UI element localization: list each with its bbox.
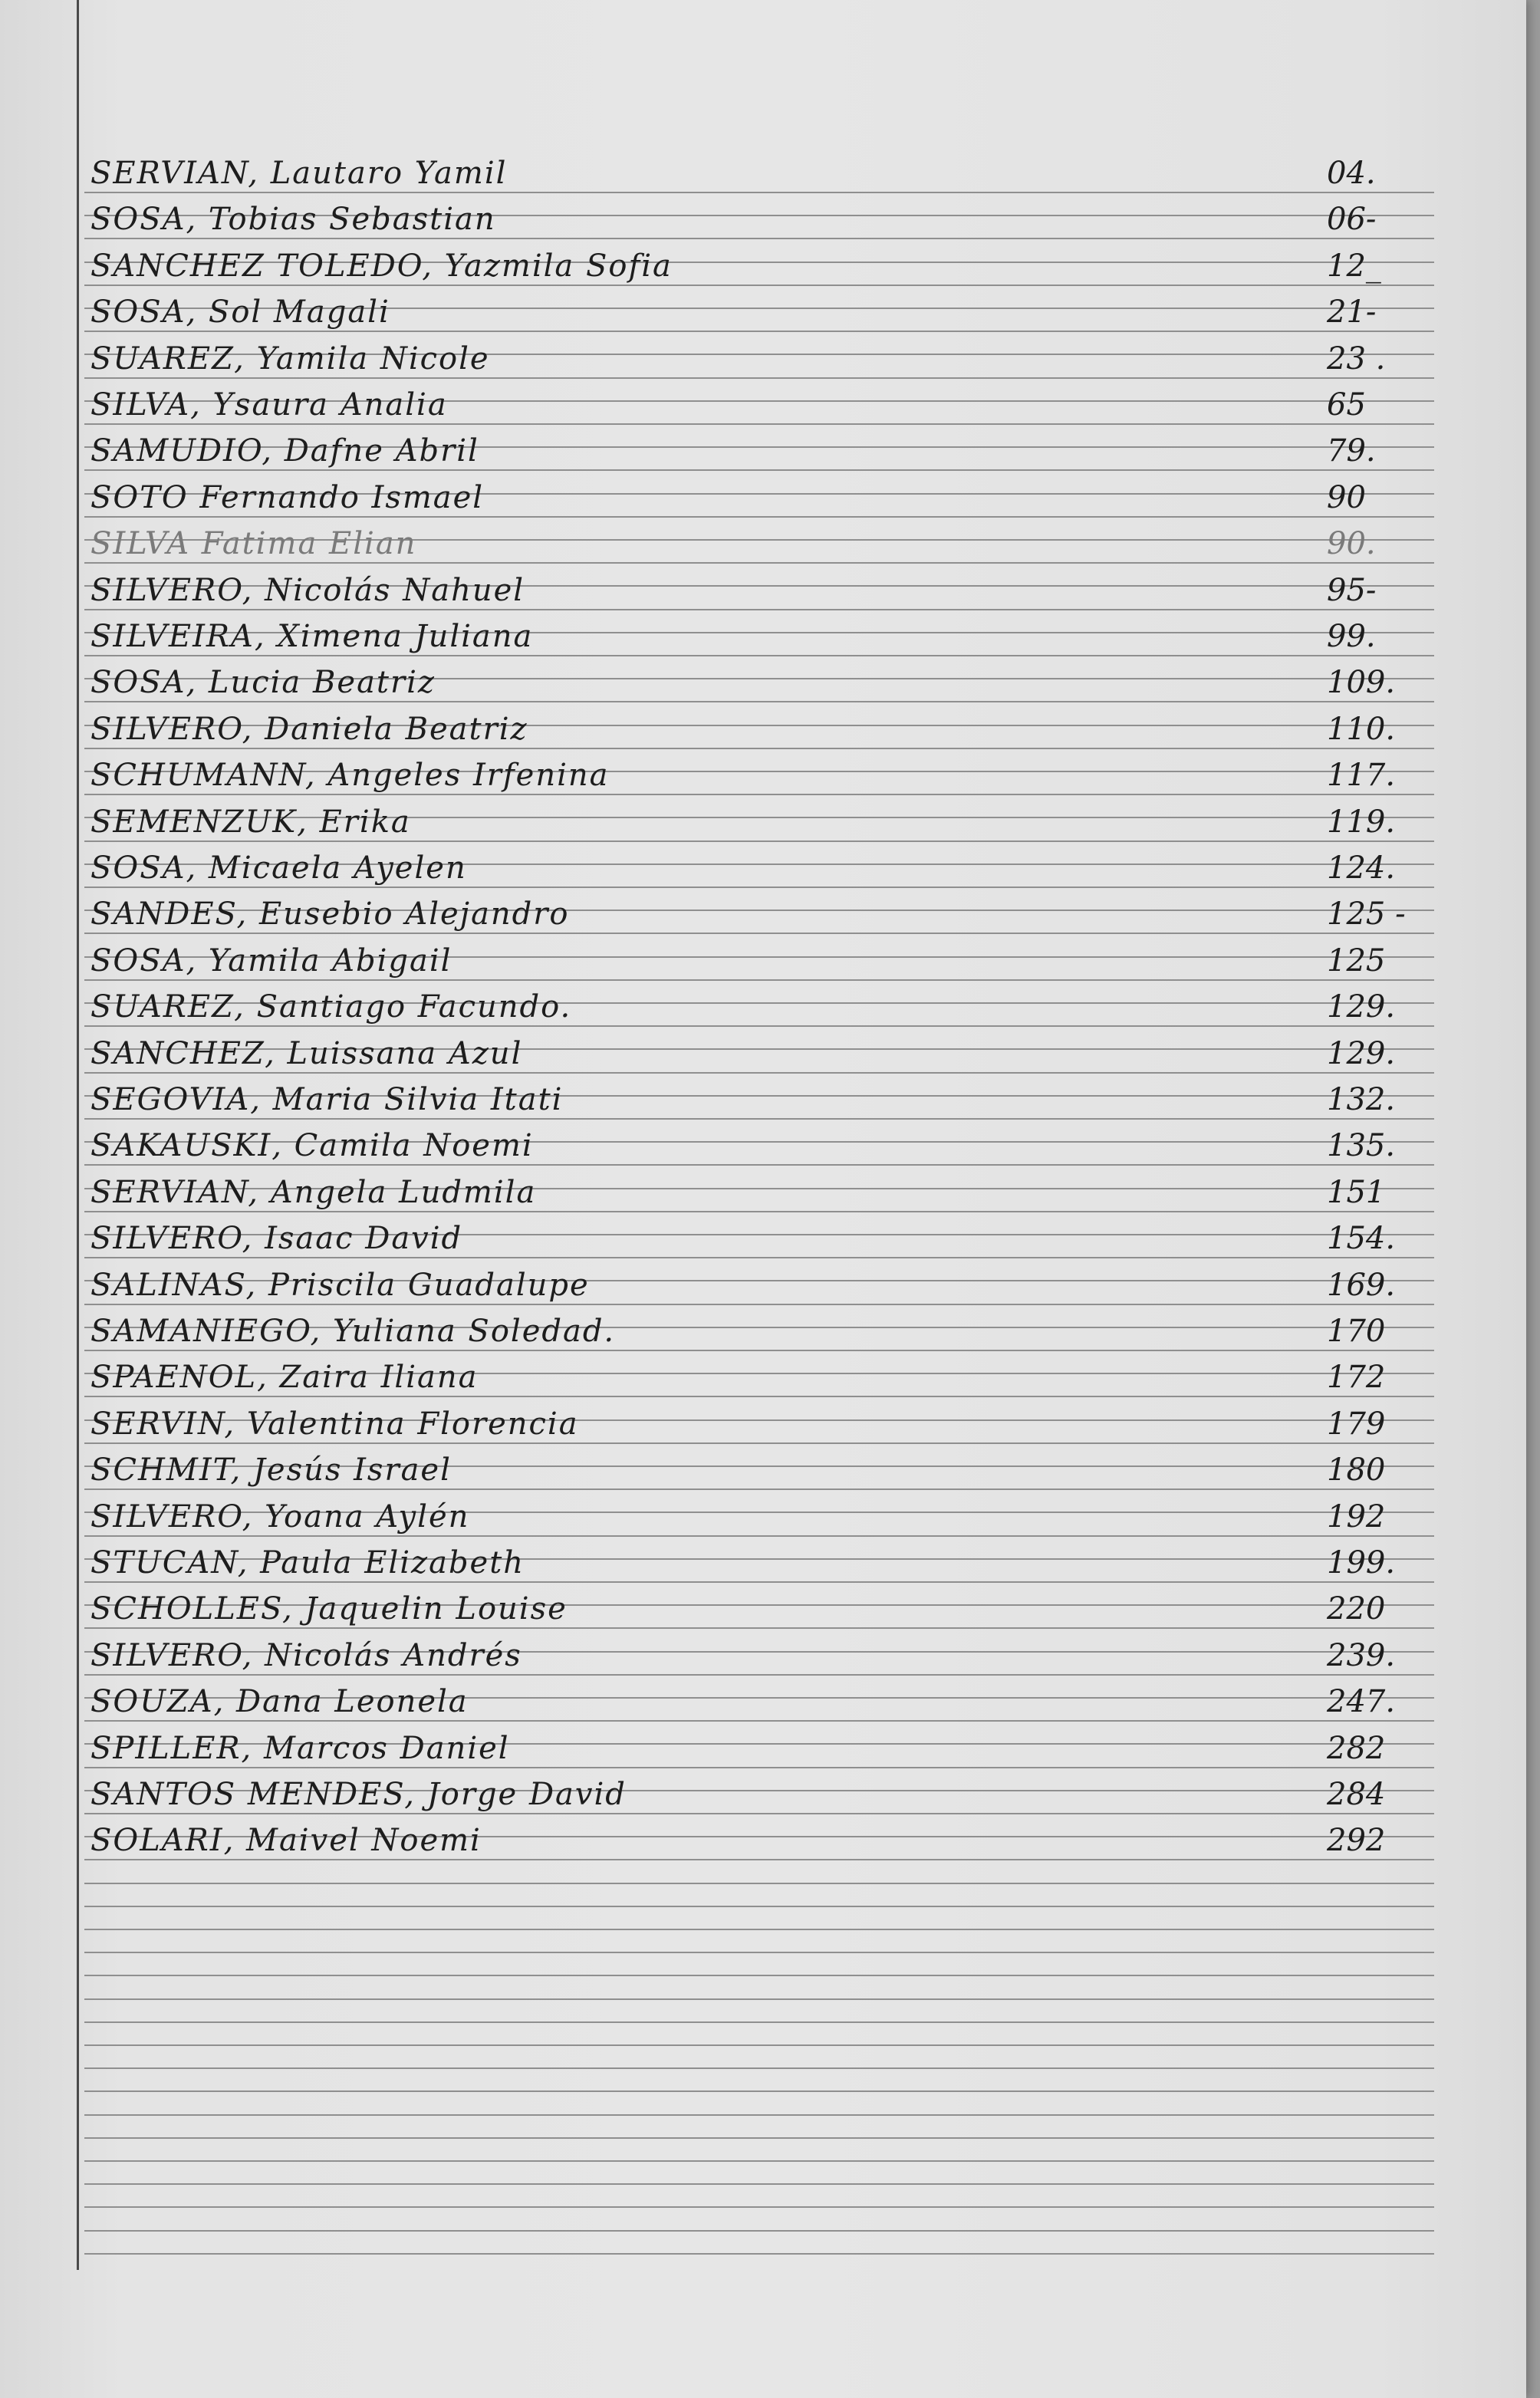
list-item [84, 1491, 1450, 1535]
student-name: SOSA, Lucia Beatriz [90, 665, 436, 700]
ruled-line [84, 2021, 1434, 2023]
list-item [84, 888, 1450, 933]
list-item [84, 935, 1450, 979]
ruled-line [84, 238, 1434, 239]
student-name: SOSA, Yamila Abigail [90, 943, 452, 979]
ruled-line [84, 1975, 1434, 1976]
list-item [84, 333, 1450, 377]
ruled-line [84, 2137, 1434, 2139]
entry-number: 79. [1327, 433, 1376, 469]
entry-number: 179 [1327, 1406, 1386, 1442]
student-name: SPILLER, Marcos Daniel [90, 1731, 510, 1766]
entry-number: 192 [1327, 1499, 1386, 1535]
list-item [84, 1537, 1450, 1581]
student-name: SCHMIT, Jesús Israel [90, 1452, 452, 1488]
student-name: STUCAN, Paula Elizabeth [90, 1545, 525, 1581]
student-name: SAKAUSKI, Camila Noemi [90, 1128, 534, 1163]
student-name: SANCHEZ, Luissana Azul [90, 1036, 523, 1071]
ruled-line [84, 1025, 1434, 1027]
ruled-line [84, 2230, 1434, 2232]
entry-number: 23 . [1327, 341, 1386, 377]
list-item [84, 1305, 1450, 1350]
list-item [84, 842, 1450, 887]
ruled-line [84, 2044, 1434, 2046]
ruled-line [84, 1257, 1434, 1258]
student-name: SOSA, Sol Magali [90, 294, 390, 330]
student-name: SAMUDIO, Dafne Abril [90, 433, 479, 469]
list-item [84, 425, 1450, 469]
student-name: SILVERO, Yoana Aylén [90, 1499, 470, 1535]
list-item [84, 703, 1450, 748]
entry-number: 151 [1327, 1175, 1386, 1210]
entry-number: 220 [1327, 1591, 1386, 1627]
ruled-line [84, 2090, 1434, 2092]
student-name: SILVERO, Nicolás Andrés [90, 1638, 522, 1673]
ruled-line [84, 701, 1434, 702]
entry-number: 04. [1327, 156, 1376, 191]
student-name: SUAREZ, Yamila Nicole [90, 341, 490, 377]
student-name: SOLARI, Maivel Noemi [90, 1823, 482, 1858]
margin-line [77, 0, 79, 2270]
entry-number: 170 [1327, 1314, 1386, 1349]
list-item [84, 1768, 1450, 1813]
student-name: SILVERO, Isaac David [90, 1221, 463, 1256]
entry-number: 172 [1327, 1360, 1386, 1395]
entry-number: 180 [1327, 1452, 1386, 1488]
ruled-line [84, 1720, 1434, 1722]
ruled-line [84, 469, 1434, 471]
list-item [84, 1351, 1450, 1396]
student-name: SOSA, Tobias Sebastian [90, 202, 496, 237]
entry-number: 12_ [1327, 248, 1381, 284]
ruled-line [84, 2160, 1434, 2162]
entry-number: 119. [1327, 804, 1396, 840]
list-item [84, 749, 1450, 794]
ruled-line [84, 1906, 1434, 1907]
ruled-line [84, 1952, 1434, 1953]
list-item [84, 472, 1450, 516]
entry-number: 125 [1327, 943, 1386, 979]
list-item [84, 518, 1450, 562]
ruled-line [84, 1488, 1434, 1490]
list-item [84, 1676, 1450, 1720]
entry-number: 282 [1327, 1731, 1386, 1766]
entry-number: 292 [1327, 1823, 1386, 1858]
student-name: SOSA, Micaela Ayelen [90, 850, 467, 886]
student-name: SOUZA, Dana Leonela [90, 1684, 469, 1719]
student-name: SCHUMANN, Angeles Irfenina [90, 758, 610, 793]
student-name: SCHOLLES, Jaquelin Louise [90, 1591, 568, 1627]
list-item [84, 1814, 1450, 1859]
entry-number: 110. [1327, 712, 1396, 747]
list-item [84, 379, 1450, 423]
student-name: SILVERO, Daniela Beatriz [90, 712, 528, 747]
ruled-line [84, 1396, 1434, 1397]
list-item [84, 1028, 1450, 1072]
list-item [84, 796, 1450, 840]
entry-number: 125 - [1327, 896, 1406, 932]
student-name: SILVERO, Nicolás Nahuel [90, 573, 525, 608]
student-name: SILVA Fatima Elian [90, 526, 417, 561]
ruled-line [84, 2183, 1434, 2185]
student-name: SALINAS, Priscila Guadalupe [90, 1268, 590, 1303]
entry-number: 247. [1327, 1684, 1396, 1719]
ruled-line [84, 1859, 1434, 1860]
student-name: SERVIN, Valentina Florencia [90, 1406, 579, 1442]
entry-number: 124. [1327, 850, 1396, 886]
entry-number: 109. [1327, 665, 1396, 700]
student-name: SUAREZ, Santiago Facundo. [90, 989, 572, 1025]
list-item [84, 610, 1450, 655]
student-name: SILVEIRA, Ximena Juliana [90, 619, 534, 654]
student-name: SILVA, Ysaura Analia [90, 387, 448, 423]
ruled-line [84, 794, 1434, 795]
list-item [84, 147, 1450, 192]
student-name: SPAENOL, Zaira Iliana [90, 1360, 479, 1395]
entry-number: 90. [1327, 526, 1376, 561]
student-name: SAMANIEGO, Yuliana Soledad. [90, 1314, 616, 1349]
ruled-line [84, 2206, 1434, 2208]
ruled-line [84, 1164, 1434, 1166]
ruled-line [84, 331, 1434, 332]
entry-number: 117. [1327, 758, 1396, 793]
entry-number: 284 [1327, 1777, 1386, 1812]
ruled-line [84, 1929, 1434, 1930]
entry-number: 169. [1327, 1268, 1396, 1303]
ruled-line [84, 1627, 1434, 1629]
list-item [84, 240, 1450, 285]
entry-number: 129. [1327, 1036, 1396, 1071]
list-item [84, 1166, 1450, 1211]
list-item [84, 564, 1450, 609]
entry-number: 129. [1327, 989, 1396, 1025]
entry-number: 65 [1327, 387, 1366, 423]
list-item [84, 1074, 1450, 1118]
list-item [84, 1259, 1450, 1304]
student-name: SERVIAN, Lautaro Yamil [90, 156, 508, 191]
list-item [84, 1444, 1450, 1488]
student-name: SEGOVIA, Maria Silvia Itati [90, 1082, 564, 1117]
list-item [84, 1583, 1450, 1627]
entry-number: 95- [1327, 573, 1377, 608]
list-item [84, 1722, 1450, 1767]
list-item [84, 981, 1450, 1025]
student-name: SANTOS MENDES, Jorge David [90, 1777, 627, 1812]
student-name: SEMENZUK, Erika [90, 804, 411, 840]
list-item [84, 286, 1450, 331]
list-item [84, 1630, 1450, 1674]
student-name: SANDES, Eusebio Alejandro [90, 896, 570, 932]
entry-number: 132. [1327, 1082, 1396, 1117]
ruled-line [84, 2067, 1434, 2069]
entry-number: 21- [1327, 294, 1377, 330]
student-name: SERVIAN, Angela Ludmila [90, 1175, 537, 1210]
ruled-line [84, 562, 1434, 564]
ruled-line [84, 2253, 1434, 2255]
entry-number: 135. [1327, 1128, 1396, 1163]
student-name: SOTO Fernando Ismael [90, 480, 485, 515]
student-name: SANCHEZ TOLEDO, Yazmila Sofia [90, 248, 673, 284]
ruled-line [84, 2114, 1434, 2116]
entry-number: 154. [1327, 1221, 1396, 1256]
entry-number: 239. [1327, 1638, 1396, 1673]
list-item [84, 1212, 1450, 1257]
list-item [84, 193, 1450, 238]
list-item [84, 656, 1450, 701]
entry-number: 06- [1327, 202, 1377, 237]
list-item [84, 1120, 1450, 1164]
entry-number: 199. [1327, 1545, 1396, 1581]
entry-number: 90 [1327, 480, 1366, 515]
list-item [84, 1398, 1450, 1442]
ruled-line [84, 1998, 1434, 2000]
ruled-line [84, 933, 1434, 934]
ruled-line [84, 1883, 1434, 1884]
entry-number: 99. [1327, 619, 1376, 654]
